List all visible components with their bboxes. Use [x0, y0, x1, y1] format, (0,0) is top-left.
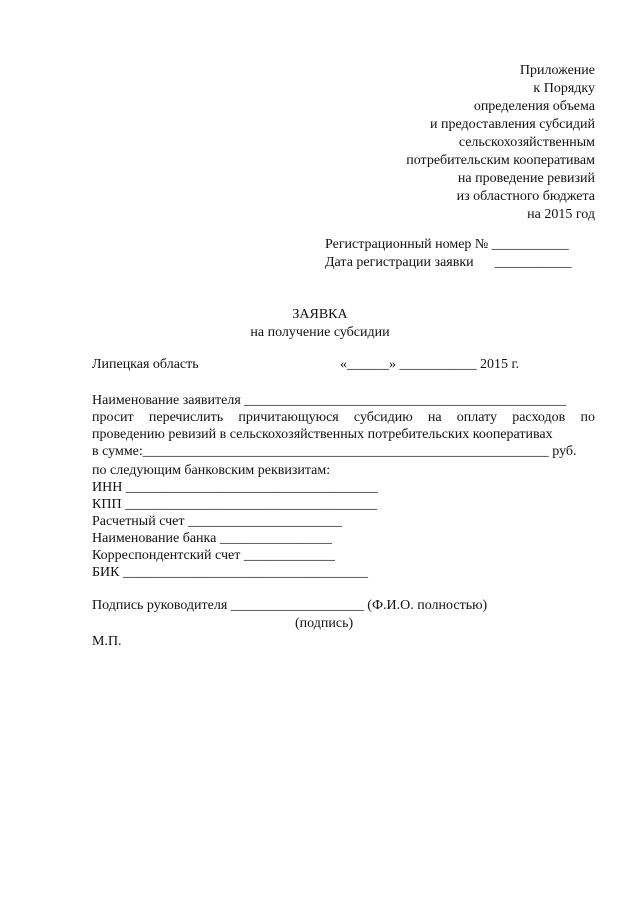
request-word: оплату [456, 410, 498, 425]
request-word: на [427, 410, 442, 425]
appendix-line-6: потребительским кооперативам [406, 153, 595, 168]
appendix-line-4: и предоставления субсидий [429, 117, 595, 132]
submission-date: «______» ___________ 2015 г. [340, 357, 520, 372]
inn-field: ИНН ____________________________________ [92, 480, 378, 495]
appendix-line-9: на 2015 год [527, 207, 595, 222]
account-field: Расчетный счет ______________________ [92, 514, 343, 529]
bik-field: БИК ___________________________________ [92, 565, 368, 580]
region: Липецкая область [92, 357, 199, 372]
appendix-line-5: сельскохозяйственным [458, 135, 595, 150]
amount-field: в сумме:__________________________________________________________ руб. [92, 444, 577, 459]
appendix-line-7: на проведение ревизий [457, 171, 595, 186]
appendix-line-2: к Порядку [533, 81, 595, 96]
signature-caption: (подпись) [295, 616, 354, 631]
stamp-place: М.П. [92, 634, 122, 649]
appendix-line-8: из областного бюджета [456, 189, 595, 204]
corr-account-field: Корреспондентский счет _____________ [92, 548, 335, 563]
request-word: субсидию [353, 410, 413, 425]
signature-line: Подпись руководителя ___________________ (Ф.И.О. полностью) [92, 598, 488, 613]
request-text-line-1 [92, 409, 595, 426]
applicant-name-field: Наименование заявителя ______________________________________________ [92, 393, 567, 408]
registration-date: Дата регистрации заявки ___________ [325, 255, 572, 270]
request-word: по [580, 410, 595, 425]
registration-number: Регистрационный номер № ___________ [325, 237, 569, 252]
request-word: причитающуюся [238, 410, 339, 425]
request-word: расходов [512, 410, 566, 425]
request-word: перечислить [148, 410, 224, 425]
appendix-title: Приложение [519, 63, 595, 78]
bank-details-intro: по следующим банковским реквизитам: [92, 463, 331, 478]
request-word: просит [92, 410, 134, 425]
request-text-line-2: проведению ревизий в сельскохозяйственных потребительских кооперативах [92, 427, 553, 442]
bank-name-field: Наименование банка ________________ [92, 531, 332, 546]
kpp-field: КПП ____________________________________ [92, 497, 378, 512]
appendix-line-3: определения объема [473, 99, 595, 114]
document-title: ЗАЯВКА [292, 307, 348, 322]
document-subtitle: на получение субсидии [250, 325, 390, 340]
